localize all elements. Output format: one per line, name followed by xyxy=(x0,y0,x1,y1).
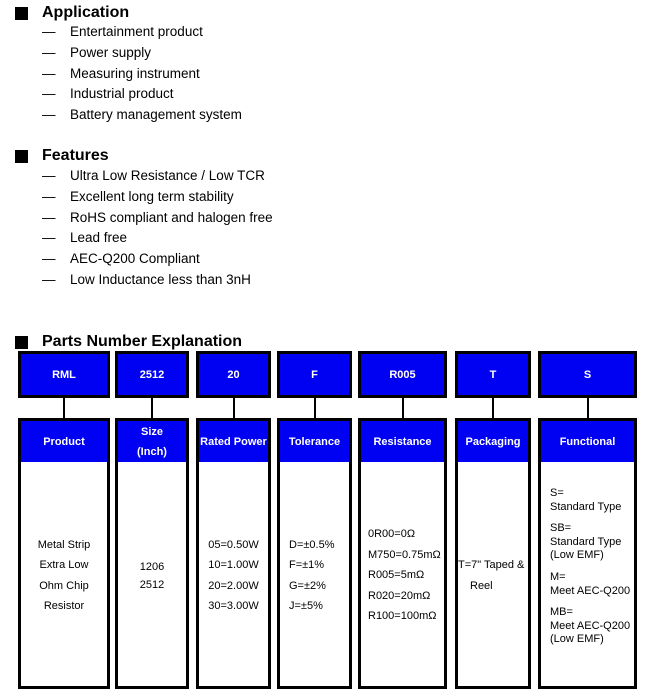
list-item: — AEC-Q200 Compliant xyxy=(42,249,273,270)
code-box-size: 2512 xyxy=(115,351,189,398)
dash-icon: — xyxy=(42,65,56,81)
dash-icon: — xyxy=(42,230,56,246)
column-value: Reel xyxy=(470,579,493,592)
header-text: Tolerance xyxy=(288,435,341,448)
dash-icon: — xyxy=(42,44,56,60)
column-functional xyxy=(538,418,637,689)
column-value: G=±2% xyxy=(289,579,326,592)
dash-icon: — xyxy=(42,271,56,287)
list-item: — Industrial product xyxy=(42,84,242,105)
column-value: (Low EMF) xyxy=(550,633,604,646)
column-size xyxy=(115,418,189,689)
column-body xyxy=(21,465,107,686)
column-header xyxy=(458,421,528,462)
column-header xyxy=(541,421,634,462)
column-value: D=±0.5% xyxy=(289,538,335,551)
column-value: Metal Strip xyxy=(37,538,91,551)
dash-icon: — xyxy=(42,86,56,102)
header-text: Product xyxy=(43,435,85,448)
list-item: — Ultra Low Resistance / Low TCR xyxy=(42,166,273,187)
column-header xyxy=(118,421,186,462)
square-bullet-icon xyxy=(15,336,28,349)
connector-line xyxy=(151,397,153,419)
header-text: (Inch) xyxy=(137,445,167,458)
header-text: Rated Power xyxy=(200,435,267,448)
header-text: Size xyxy=(140,425,163,438)
column-header xyxy=(280,421,349,462)
parts-heading xyxy=(15,333,242,351)
list-item: — Entertainment product xyxy=(42,22,242,43)
column-value: Standard Type xyxy=(550,500,622,513)
parts-title: Parts Number Explanation xyxy=(42,333,243,350)
list-item: — Lead free xyxy=(42,228,273,249)
code-box-packaging: T xyxy=(455,351,531,398)
column-value: 1206 xyxy=(139,560,165,573)
application-title: Application xyxy=(42,4,130,21)
column-header xyxy=(199,421,268,462)
column-rated-power xyxy=(196,418,271,689)
header-text: Functional xyxy=(559,435,616,448)
column-value: R020=20mΩ xyxy=(368,589,431,602)
column-value: R005=5mΩ xyxy=(368,569,425,582)
column-value: 10=1.00W xyxy=(208,559,259,571)
header-text: Resistance xyxy=(373,435,432,448)
dash-icon: — xyxy=(42,209,56,225)
dash-icon: — xyxy=(42,168,56,183)
code-box-tolerance: F xyxy=(277,351,352,398)
column-value: R100=100mΩ xyxy=(368,610,437,623)
application-list xyxy=(42,22,242,126)
square-bullet-icon xyxy=(15,150,28,163)
column-value: MB= xyxy=(550,606,573,619)
column-value: Resistor xyxy=(43,600,85,612)
dash-icon: — xyxy=(42,251,56,267)
column-packaging xyxy=(455,418,531,689)
column-value: 05=0.50W xyxy=(208,538,259,551)
column-value: 0R00=0Ω xyxy=(368,528,416,541)
features-title: Features xyxy=(42,147,109,164)
list-item: — Measuring instrument xyxy=(42,64,242,85)
column-body xyxy=(361,465,444,686)
application-heading xyxy=(15,4,129,22)
list-item: — Power supply xyxy=(42,43,242,64)
column-resistance xyxy=(358,418,447,689)
column-tolerance xyxy=(277,418,352,689)
column-value: Extra Low xyxy=(39,559,89,571)
code-box-rated-power: 20 xyxy=(196,351,271,398)
column-body xyxy=(541,465,634,686)
column-body xyxy=(118,465,186,686)
list-item: — Low Inductance less than 3nH xyxy=(42,270,273,291)
column-value: T=7" Taped & xyxy=(458,559,525,571)
column-value: F=±1% xyxy=(289,559,325,571)
column-value: S= xyxy=(550,487,564,499)
connector-line xyxy=(314,397,316,419)
column-value: 2512 xyxy=(139,578,165,591)
features-list xyxy=(42,166,273,291)
column-value: Standard Type xyxy=(550,535,622,548)
column-product xyxy=(18,418,110,689)
column-header xyxy=(21,421,107,462)
list-item: — Battery management system xyxy=(42,105,242,126)
column-body xyxy=(280,465,349,686)
code-box-functional: S xyxy=(538,351,637,398)
column-value: (Low EMF) xyxy=(550,549,604,562)
features-heading xyxy=(15,147,109,165)
code-box-resistance: R005 xyxy=(358,351,447,398)
column-value: M= xyxy=(550,570,566,583)
square-bullet-icon xyxy=(15,7,28,20)
dash-icon: — xyxy=(42,188,56,204)
connector-line xyxy=(587,397,589,419)
column-value: Meet AEC-Q200 xyxy=(550,619,631,632)
dash-icon: — xyxy=(42,24,56,39)
header-text: Packaging xyxy=(465,435,521,448)
dash-icon: — xyxy=(42,107,56,123)
column-body xyxy=(199,465,268,686)
column-value: 20=2.00W xyxy=(208,579,259,592)
connector-line xyxy=(492,397,494,419)
column-value: Ohm Chip xyxy=(39,579,89,592)
connector-line xyxy=(63,397,65,419)
code-box-product: RML xyxy=(18,351,110,398)
column-value: 30=3.00W xyxy=(208,600,259,612)
column-value: M750=0.75mΩ xyxy=(368,548,441,561)
column-value: Meet AEC-Q200 xyxy=(550,584,631,597)
column-value: SB= xyxy=(550,522,572,535)
column-value: J=±5% xyxy=(289,600,323,612)
connector-line xyxy=(233,397,235,419)
list-item: — RoHS compliant and halogen free xyxy=(42,208,273,229)
list-item: — Excellent long term stability xyxy=(42,187,273,208)
column-header xyxy=(361,421,444,462)
connector-line xyxy=(402,397,404,419)
column-body xyxy=(458,465,528,686)
